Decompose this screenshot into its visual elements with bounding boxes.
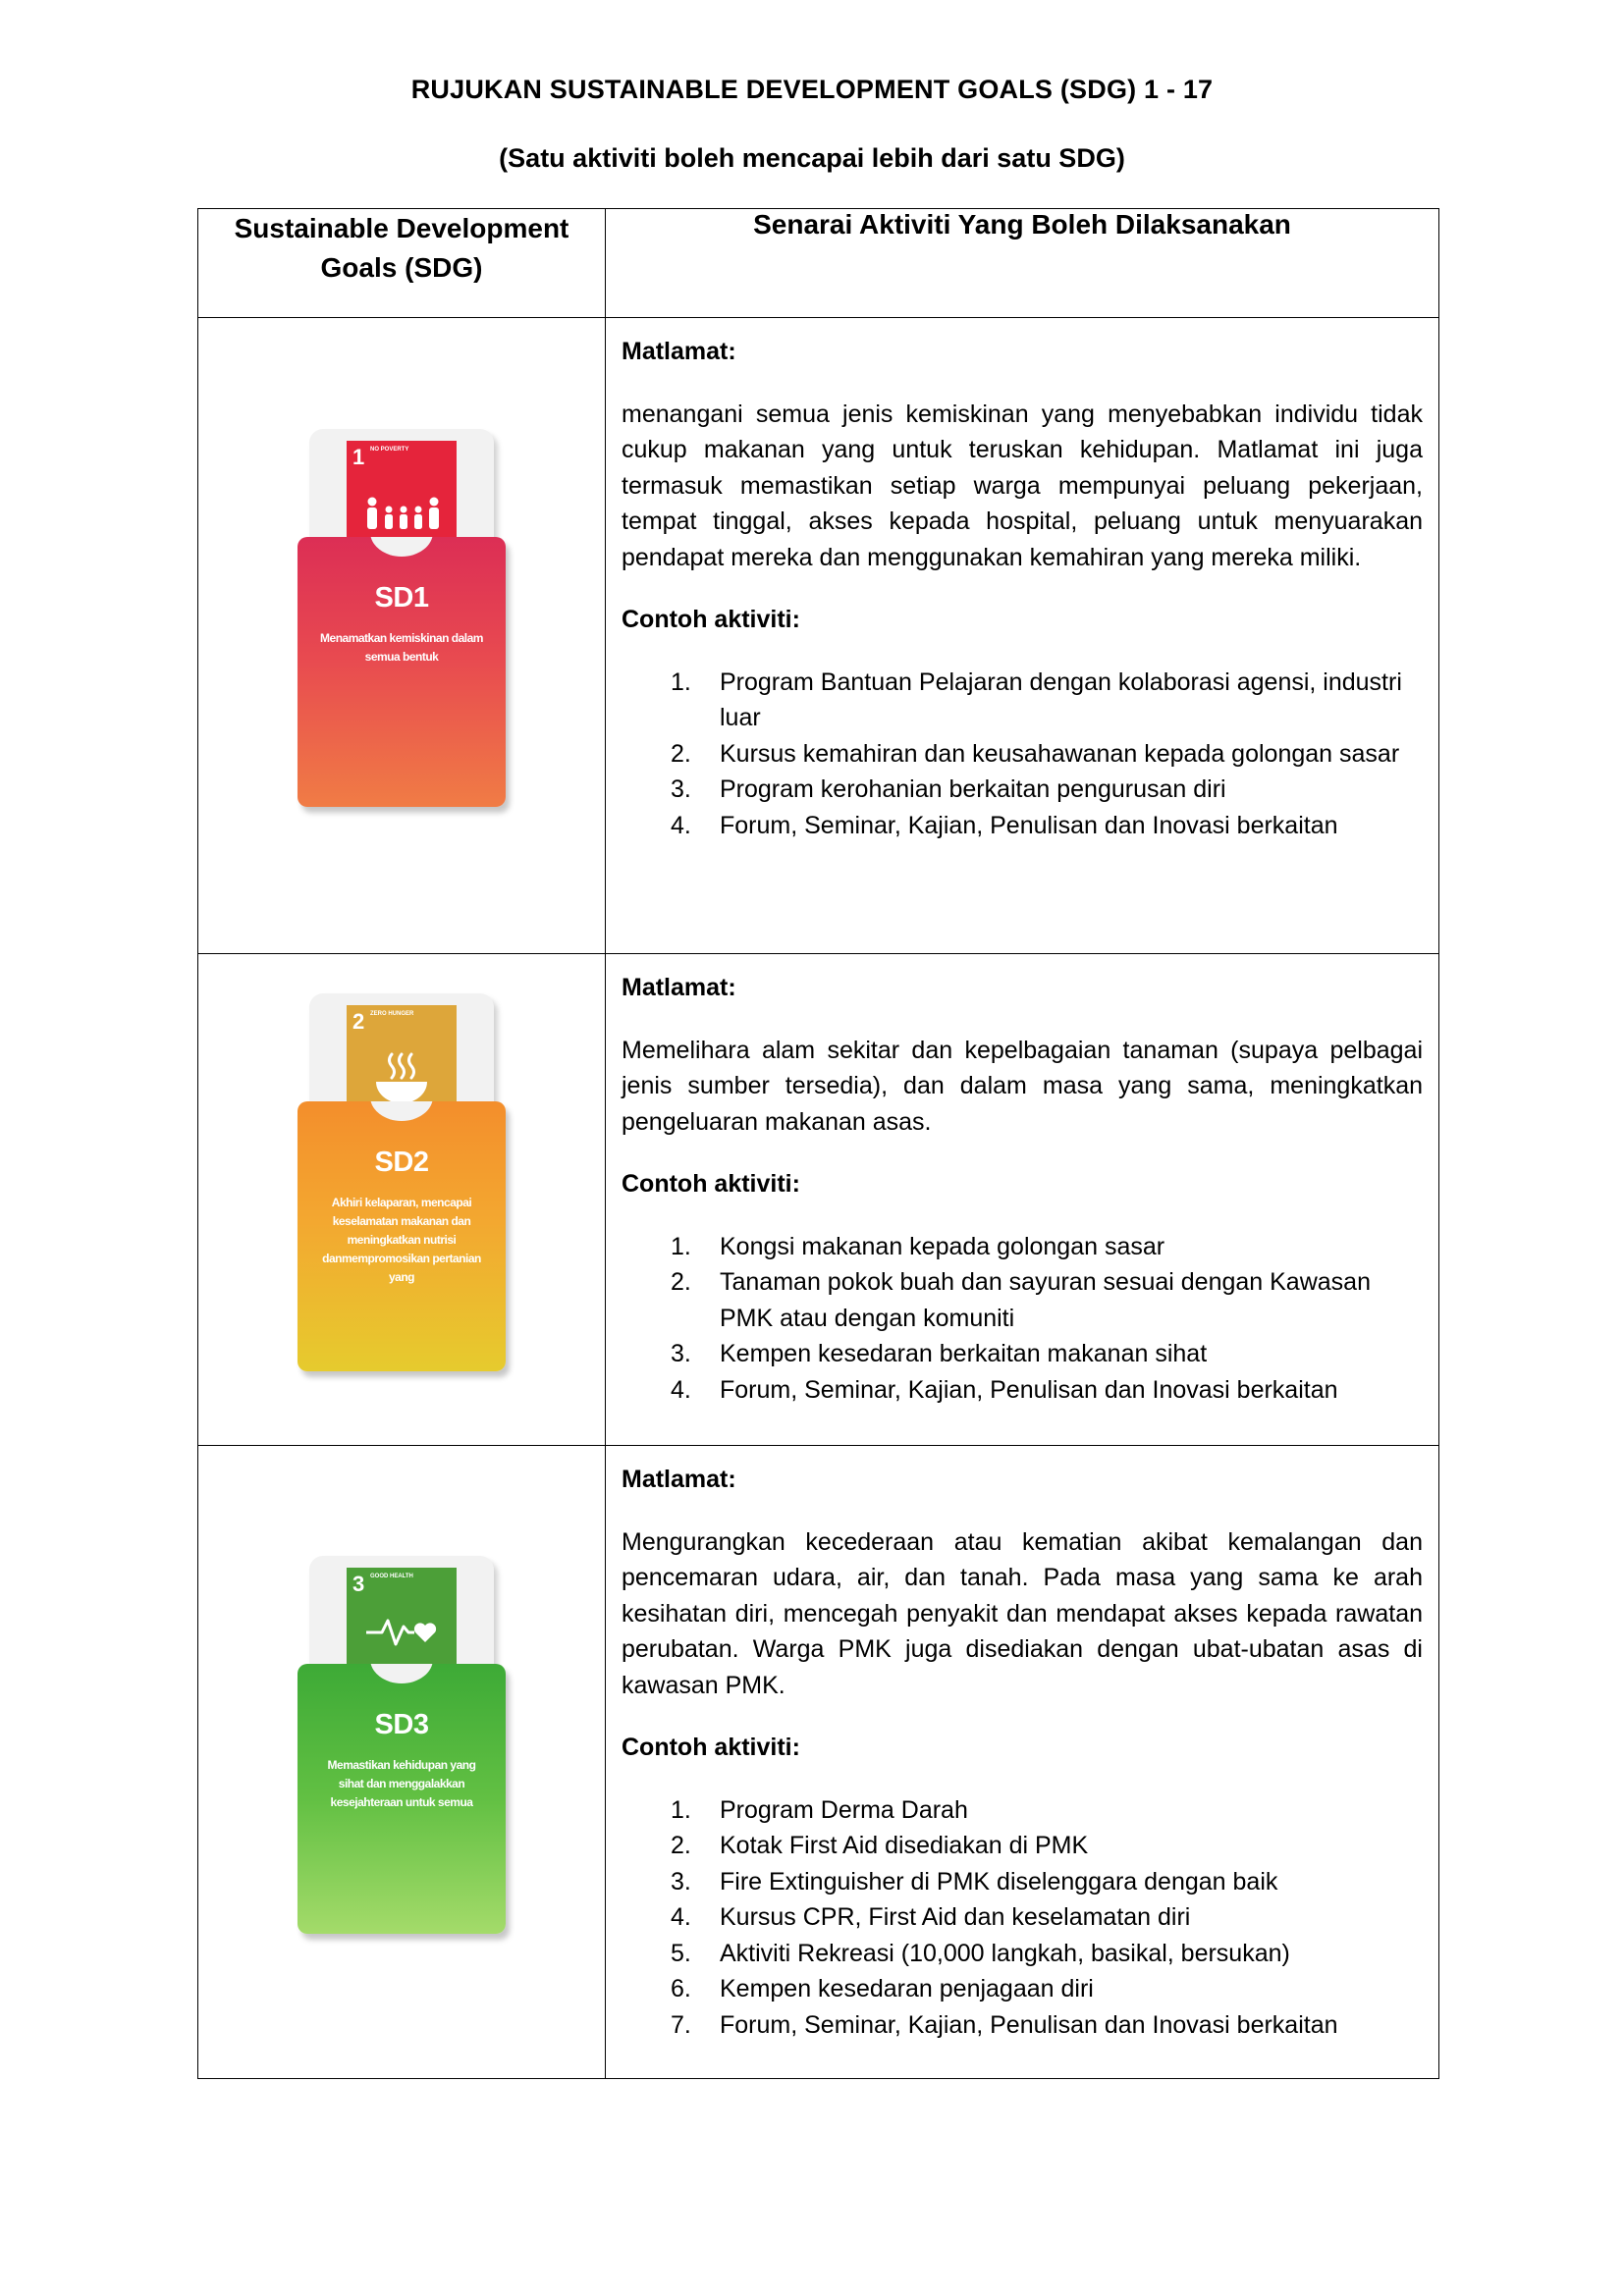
sdg-code: SD3 (374, 1709, 429, 1740)
family-icon (347, 441, 457, 551)
list-item: 7. Forum, Seminar, Kajian, Penulisan dan Inovasi berkaitan (671, 2010, 1338, 2039)
goal-description: Memelihara alam sekitar dan kepelbagaian tanaman (supaya pelbagai jenis sumber tersedia), dan dalam masa yang sama, meningkatkan pengeluaran makanan asas. (622, 1036, 1423, 1136)
document-subtitle: (Satu aktiviti boleh mencapai lebih dari satu SDG) (499, 143, 1125, 173)
sdg-card-description: Akhiri kelaparan, mencapai keselamatan makanan dan meningkatkan nutrisi danmempromosikan pertanian yang (322, 1196, 481, 1284)
sdg-code: SD2 (374, 1147, 429, 1178)
food-bowl-icon (347, 1005, 457, 1115)
sdg-code: SD1 (374, 582, 429, 614)
goal-tile: 1 NO POVERTY (347, 441, 457, 551)
sdg-card-description: Menamatkan kemiskinan dalam semua bentuk (320, 631, 483, 664)
sdg-card (298, 429, 506, 807)
list-item: 2. Kursus kemahiran dan keusahawanan kepada golongan sasar (671, 739, 1400, 768)
goal-tile: 3 GOOD HEALTH (347, 1568, 457, 1678)
table-header-row (198, 209, 1439, 318)
sdg-table (197, 208, 1439, 2079)
activity-cell (606, 318, 1439, 954)
table-row (198, 1446, 1439, 2079)
goal-label: Matlamat: (622, 974, 736, 1001)
goal-tile: 2 ZERO HUNGER (347, 1005, 457, 1115)
list-item: 1. Kongsi makanan kepada golongan sasar (671, 1232, 1165, 1260)
list-item: 4. Forum, Seminar, Kajian, Penulisan dan Inovasi berkaitan (671, 1375, 1338, 1404)
examples-label: Contoh aktiviti: (622, 1170, 800, 1198)
list-item: 2. Kotak First Aid disediakan di PMK (671, 1832, 1089, 1859)
list-item: 3. Kempen kesedaran berkaitan makanan sihat (671, 1340, 1208, 1367)
goal-label: Matlamat: (622, 1466, 736, 1493)
goal-label: Matlamat: (622, 338, 736, 365)
list-item: 5. Aktiviti Rekreasi (10,000 langkah, basikal, bersukan) (671, 1939, 1290, 1967)
goal-description: menangani semua jenis kemiskinan yang menyebabkan individu tidak cukup makanan yang untuk teruskan kehidupan. Matlamat ini juga termasuk memastikan setiap warga mempunyai peluang pekerjaan, tempat tinggal, akses kepada hospital, peluang untuk menyuarakan pendapat mereka dan menggunakan kemahiran yang mereka miliki. (622, 400, 1423, 571)
activity-cell (606, 954, 1439, 1446)
list-item: 3. Fire Extinguisher di PMK diselenggara dengan baik (671, 1867, 1278, 1896)
table-row (198, 318, 1439, 954)
header-activities: Senarai Aktiviti Yang Boleh Dilaksanakan (606, 209, 1439, 318)
sdg-card-description: Memastikan kehidupan yang sihat dan menggalakkan kesejahteraan untuk semua (327, 1758, 476, 1809)
activity-list (622, 1792, 1423, 2044)
sdg-card (298, 1556, 506, 1934)
examples-label: Contoh aktiviti: (622, 1734, 800, 1761)
sdg-card-cell (198, 1446, 606, 2079)
sdg-card (298, 993, 506, 1371)
goal-description: Mengurangkan kecederaan atau kematian akibat kemalangan dan pencemaran udara, air, dan tanah. Pada masa yang sama ke arah kesihatan diri, mencegah penyakit dan mendapat akses kepada rawatan perubatan. Warga PMK juga disediakan dengan ubat-ubatan asas di kawasan PMK. (622, 1527, 1423, 1699)
sdg-card-cell (198, 318, 606, 954)
list-item: 1. Program Bantuan Pelajaran dengan kolaborasi agensi, industri luar (671, 667, 1402, 731)
list-item: 6. Kempen kesedaran penjagaan diri (671, 1975, 1094, 2002)
header-sdg: Sustainable Development Goals (SDG) (198, 209, 606, 318)
activity-cell (606, 1446, 1439, 2079)
list-item: 4. Forum, Seminar, Kajian, Penulisan dan Inovasi berkaitan (671, 811, 1338, 839)
sdg-card-cell (198, 954, 606, 1446)
table-row (198, 954, 1439, 1446)
list-item: 2. Tanaman pokok buah dan sayuran sesuai dengan Kawasan PMK atau dengan komuniti (671, 1268, 1371, 1332)
list-item: 1. Program Derma Darah (671, 1795, 968, 1824)
list-item: 4. Kursus CPR, First Aid dan keselamatan diri (671, 1903, 1191, 1931)
activity-list (622, 1229, 1423, 1409)
examples-label: Contoh aktiviti: (622, 606, 800, 633)
list-item: 3. Program kerohanian berkaitan pengurusan diri (671, 775, 1226, 803)
document-title: RUJUKAN SUSTAINABLE DEVELOPMENT GOALS (SDG) 1 - 17 (410, 75, 1214, 104)
heartbeat-icon (347, 1568, 457, 1678)
activity-list (622, 665, 1423, 844)
